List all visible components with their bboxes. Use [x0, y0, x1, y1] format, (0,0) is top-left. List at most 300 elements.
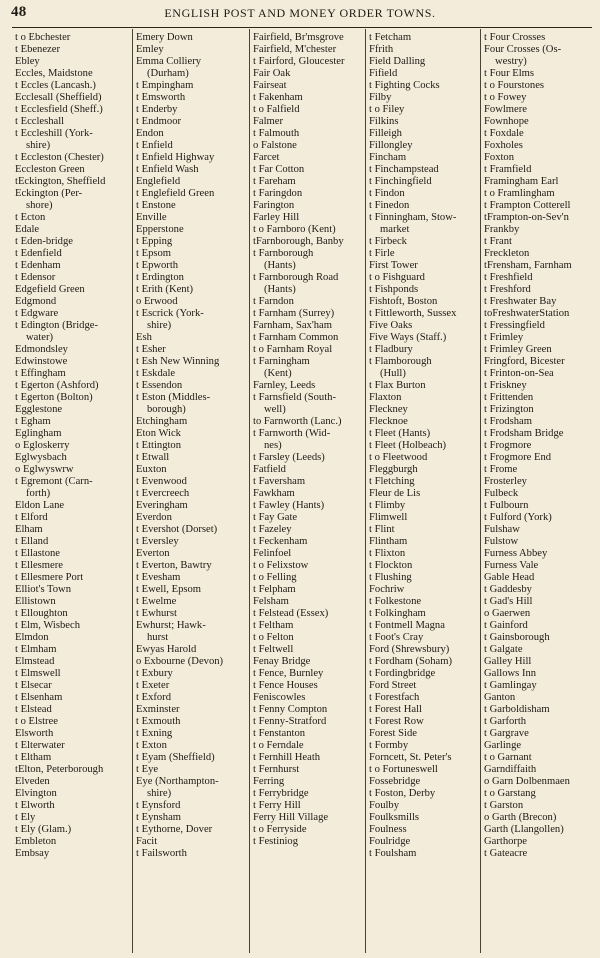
town-entry: t Enfield Highway — [136, 152, 215, 163]
town-entry: t Gaddesby — [484, 584, 532, 595]
town-entry: t Fenny-Stratford — [253, 716, 327, 727]
town-entry: Garthorpe — [484, 836, 527, 847]
town-entry: t Eynsham — [136, 812, 182, 823]
town-entry: Ecclesall (Sheffield) — [15, 92, 102, 103]
town-entry: t Empingham — [136, 80, 194, 91]
town-entry: t o Fleetwood — [369, 452, 428, 463]
town-entry: t Eccleshall — [15, 116, 65, 127]
town-entry: Framingham Earl — [484, 176, 559, 187]
town-entry: t Etwall — [136, 452, 170, 463]
town-entry: (Hants) — [264, 284, 296, 295]
town-entry: t Gad's Hill — [484, 596, 533, 607]
town-entry: Forncett, St. Peter's — [369, 752, 452, 763]
town-entry: t Fawley (Hants) — [253, 500, 325, 511]
town-entry: t Fladbury — [369, 344, 413, 355]
town-entry: Farnley, Leeds — [253, 380, 316, 391]
town-entry: Fulbeck — [484, 488, 519, 499]
town-entry: Farcet — [253, 152, 280, 163]
town-entry: t Ely — [15, 812, 36, 823]
town-entry: Fulstow — [484, 536, 519, 547]
town-entry: t Freshfield — [484, 272, 533, 283]
town-entry: water) — [26, 332, 54, 343]
town-entry: t Felstead (Essex) — [253, 608, 329, 619]
town-entry: Exminster — [136, 704, 180, 715]
town-entry: t Frome — [484, 464, 518, 475]
town-entry: Euxton — [136, 464, 167, 475]
town-entry: t Fence Houses — [253, 680, 318, 691]
town-entry: tElton, Peterborough — [15, 764, 104, 775]
town-entry: Furness Abbey — [484, 548, 548, 559]
town-entry: t Flax Burton — [369, 380, 426, 391]
town-entry: t o Fortuneswell — [369, 764, 438, 775]
town-entry: t Folkestone — [369, 596, 422, 607]
town-entry: t Ewell, Epsom — [136, 584, 202, 595]
town-entry: Ford Street — [369, 680, 417, 691]
town-entry: t Eversley — [136, 536, 179, 547]
town-entry: Edgmond — [15, 296, 57, 307]
town-entry: t Fulbourn — [484, 500, 529, 511]
town-entry: t Foot's Cray — [369, 632, 424, 643]
town-entry: Fawkham — [253, 488, 295, 499]
town-entry: t Faringdon — [253, 188, 303, 199]
town-entry: t Edgware — [15, 308, 59, 319]
town-entry: t o Ferryside — [253, 824, 307, 835]
town-entry: t Exford — [136, 692, 172, 703]
town-entry: Fenay Bridge — [253, 656, 311, 667]
town-entry: forth) — [26, 488, 51, 499]
town-entry: o Egloskerry — [15, 440, 70, 451]
town-entry: t Frizington — [484, 404, 534, 415]
town-entry: to Farnworth (Lanc.) — [253, 416, 342, 427]
town-entry: t Exton — [136, 740, 167, 751]
town-entry: t Everton, Bawtry — [136, 560, 212, 571]
town-entry: t Farnham (Surrey) — [253, 308, 335, 319]
town-entry: t Farndon — [253, 296, 294, 307]
town-entry: t Eskdale — [136, 368, 176, 379]
town-entry: Edgefield Green — [15, 284, 85, 295]
town-entry: t Enderby — [136, 104, 178, 115]
town-entry: (Hull) — [380, 368, 406, 379]
town-entry: t o Farnham Royal — [253, 344, 333, 355]
town-entry: t o Falfield — [253, 104, 300, 115]
town-entry: Flaxton — [369, 392, 402, 403]
town-entry: Furness Vale — [484, 560, 539, 571]
town-entry: Fossebridge — [369, 776, 421, 787]
town-entry: Fulshaw — [484, 524, 520, 535]
town-entry: Ferring — [253, 776, 285, 787]
column-1 — [12, 29, 132, 953]
town-entry: Gable Head — [484, 572, 535, 583]
town-entry: t Gamlingay — [484, 680, 537, 691]
town-entry: Elsworth — [15, 728, 54, 739]
town-entry: t Elmswell — [15, 668, 61, 679]
town-entry: o Exbourne (Devon) — [136, 656, 224, 667]
town-entry: Eton Wick — [136, 428, 181, 439]
town-entry: o Garn Dolbenmaen — [484, 776, 570, 787]
town-entry: Farnham, Sax'ham — [253, 320, 332, 331]
town-entry: t Fenstanton — [253, 728, 306, 739]
town-entry: t Elstead — [15, 704, 52, 715]
town-entry: t Erith (Kent) — [136, 284, 194, 295]
town-entry: t o Fowey — [484, 92, 527, 103]
town-entry: borough) — [147, 404, 186, 415]
town-entry: Fairfield, M'chester — [253, 44, 337, 55]
town-entry: tEckington, Sheffield — [15, 176, 106, 187]
town-entry: Garth (Llangollen) — [484, 824, 564, 835]
town-entry: t Ewelme — [136, 596, 177, 607]
town-entry: Elmstead — [15, 656, 55, 667]
town-entry: t Ellesmere — [15, 560, 63, 571]
town-entry: t Elsecar — [15, 680, 52, 691]
town-entry: t o Felton — [253, 632, 294, 643]
town-entry: t Feckenham — [253, 536, 308, 547]
town-entry: t Failsworth — [136, 848, 187, 859]
town-entry: Foxholes — [484, 140, 523, 151]
town-entry: Fleggburgh — [369, 464, 418, 475]
town-entry: t Farnham Common — [253, 332, 339, 343]
town-entry: t o Filey — [369, 104, 405, 115]
town-entry: Foulksmills — [369, 812, 420, 823]
page-header — [0, 0, 600, 24]
town-entry: t Forest Row — [369, 716, 424, 727]
town-entry: Falmer — [253, 116, 284, 127]
town-entry: t Evenwood — [136, 476, 187, 487]
town-entry: t Fittleworth, Sussex — [369, 308, 457, 319]
town-entry: t Elland — [15, 536, 49, 547]
town-entry: t Forest Hall — [369, 704, 422, 715]
town-entry: t Fordham (Soham) — [369, 656, 452, 667]
column-5 — [480, 29, 592, 953]
town-entry: t Fairford, Gloucester — [253, 56, 345, 67]
town-entry: Ellistown — [15, 596, 56, 607]
town-entry: t Finedon — [369, 200, 410, 211]
town-entry: t Frodsham Bridge — [484, 428, 564, 439]
town-entry: t Exeter — [136, 680, 170, 691]
town-entry: t Fulford (York) — [484, 512, 552, 523]
town-entry: Edale — [15, 224, 40, 235]
town-entry: t Fleet (Hants) — [369, 428, 431, 439]
page-number: 48 — [11, 4, 27, 20]
town-entry: Emley — [136, 44, 164, 55]
town-entry: t Frimley — [484, 332, 524, 343]
town-entry: t Farnsfield (South- — [253, 392, 336, 403]
town-entry: Edmondsley — [15, 344, 68, 355]
town-entry: Fleckney — [369, 404, 408, 415]
town-entry: t Farnborough Road — [253, 272, 339, 283]
town-entry: t Egham — [15, 416, 51, 427]
town-entry: t Folkingham — [369, 608, 426, 619]
town-entry: Galley Hill — [484, 656, 532, 667]
town-entry: Farley Hill — [253, 212, 300, 223]
town-entry: t Elm, Wisbech — [15, 620, 80, 631]
town-entry: t Englefield Green — [136, 188, 215, 199]
town-entry: o Garth (Brecon) — [484, 812, 557, 823]
town-entry: Felinfoel — [253, 548, 292, 559]
town-entry: Englefield — [136, 176, 181, 187]
town-entry: t Fernhurst — [253, 764, 300, 775]
town-entry: t Galgate — [484, 644, 523, 655]
town-entry: Freckleton — [484, 248, 530, 259]
town-entry: Elveden — [15, 776, 50, 787]
town-entry: t Felpham — [253, 584, 296, 595]
town-entry: o Eglwyswrw — [15, 464, 74, 475]
town-entry: Ferry Hill Village — [253, 812, 329, 823]
town-entry: Elmdon — [15, 632, 49, 643]
town-entry: Five Oaks — [369, 320, 413, 331]
town-entry: t Foston, Derby — [369, 788, 436, 799]
town-entry: t Finchingfield — [369, 176, 432, 187]
header-rule — [12, 27, 592, 28]
town-entry: Fillongley — [369, 140, 413, 151]
town-entry: t Ecclesfield (Sheff.) — [15, 104, 103, 115]
town-entry: t Findon — [369, 188, 405, 199]
town-entry: t Farnworth (Wid- — [253, 428, 331, 439]
town-entry: Everingham — [136, 500, 188, 511]
town-entry: Fairfield, Br'msgrove — [253, 32, 344, 43]
town-entry: t Formby — [369, 740, 409, 751]
town-entry: t Enstone — [136, 200, 176, 211]
town-entry: t Ferry Hill — [253, 800, 301, 811]
town-entry: Foulness — [369, 824, 407, 835]
town-entry: t Festiniog — [253, 836, 299, 847]
town-entry: t Frant — [484, 236, 512, 247]
town-entry: t Framfield — [484, 164, 532, 175]
town-entry: t Ewhurst — [136, 608, 177, 619]
town-entry: Ganton — [484, 692, 516, 703]
town-entry: Fincham — [369, 152, 407, 163]
town-entry: t Edington (Bridge- — [15, 320, 98, 331]
town-entry: Etchingham — [136, 416, 188, 427]
town-entry: Emma Colliery — [136, 56, 202, 67]
town-entry: t Frinton-on-Sea — [484, 368, 554, 379]
town-entry: t o Elstree — [15, 716, 58, 727]
town-entry: t Farningham — [253, 356, 310, 367]
town-entry: t Essendon — [136, 380, 183, 391]
town-entry: Fifield — [369, 68, 398, 79]
town-entry: shire) — [26, 140, 51, 151]
town-entry: t o Garnant — [484, 752, 532, 763]
town-entry: t Garston — [484, 800, 524, 811]
town-entry: t Eston (Middles- — [136, 392, 211, 403]
town-entry: t Ferrybridge — [253, 788, 309, 799]
town-entry: westry) — [495, 56, 527, 67]
town-entry: t Friskney — [484, 380, 527, 391]
town-entry: t Epping — [136, 236, 173, 247]
town-entry: Ewyas Harold — [136, 644, 197, 655]
town-entry: t Flimby — [369, 500, 406, 511]
column-4 — [365, 29, 480, 953]
town-entry: t Fay Gate — [253, 512, 298, 523]
town-entry: t Flixton — [369, 548, 406, 559]
town-entry: Embsay — [15, 848, 50, 859]
town-entry: o Erwood — [136, 296, 178, 307]
town-entry: Elliot's Town — [15, 584, 72, 595]
town-entry: t Evesham — [136, 572, 181, 583]
town-entry: t Freshwater Bay — [484, 296, 557, 307]
column-2 — [132, 29, 249, 953]
town-entry: t Eccleston (Chester) — [15, 152, 104, 163]
town-entry: tFarnborough, Banby — [253, 236, 344, 247]
town-entry: Foulby — [369, 800, 400, 811]
town-entry: t Eye — [136, 764, 159, 775]
town-entry: (Kent) — [264, 368, 292, 379]
town-entry: Edwinstowe — [15, 356, 68, 367]
town-entry: Eccles, Maidstone — [15, 68, 93, 79]
town-entry: Fringford, Bicester — [484, 356, 565, 367]
town-entry: t Feltwell — [253, 644, 294, 655]
town-entry: Eye (Northampton- — [136, 776, 219, 787]
town-entry: t Gainford — [484, 620, 528, 631]
town-entry: Everdon — [136, 512, 172, 523]
town-entry: Flintham — [369, 536, 408, 547]
town-entry: t Fenny Compton — [253, 704, 328, 715]
town-entry: t Egerton (Bolton) — [15, 392, 93, 403]
town-entry: Forest Side — [369, 728, 417, 739]
town-entry: t Finningham, Stow- — [369, 212, 457, 223]
town-index-columns — [12, 29, 592, 953]
town-entry: t Farnborough — [253, 248, 314, 259]
town-entry: Farington — [253, 200, 295, 211]
running-title: ENGLISH POST AND MONEY ORDER TOWNS. — [164, 6, 436, 20]
town-entry: t Fordingbridge — [369, 668, 436, 679]
town-entry: Field Dalling — [369, 56, 426, 67]
town-entry: t Faversham — [253, 476, 306, 487]
town-entry: t Fighting Cocks — [369, 80, 440, 91]
town-entry: well) — [264, 404, 286, 415]
town-entry: t Elsenham — [15, 692, 63, 703]
town-entry: Foulridge — [369, 836, 411, 847]
town-entry: t o Ferndale — [253, 740, 304, 751]
town-entry: tFrampton-on-Sev'n — [484, 212, 569, 223]
town-entry: o Gaerwen — [484, 608, 531, 619]
town-entry: t Elterwater — [15, 740, 65, 751]
town-entry: (Durham) — [147, 68, 189, 79]
town-entry: t Frogmore — [484, 440, 532, 451]
town-entry: Fatfield — [253, 464, 286, 475]
town-entry: t Epworth — [136, 260, 179, 271]
town-entry: Embleton — [15, 836, 57, 847]
town-entry: Fairseat — [253, 80, 287, 91]
town-entry: t Epsom — [136, 248, 172, 259]
town-entry: t Erdington — [136, 272, 184, 283]
town-entry: t Evershot (Dorset) — [136, 524, 218, 535]
town-entry: t Fleet (Holbeach) — [369, 440, 447, 451]
town-entry: t Edensor — [15, 272, 56, 283]
town-entry: t Elford — [15, 512, 48, 523]
town-entry: t Egremont (Carn- — [15, 476, 93, 487]
town-entry: t Far Cotton — [253, 164, 305, 175]
town-entry: Everton — [136, 548, 170, 559]
town-entry: t o Farnboro (Kent) — [253, 224, 336, 235]
town-entry: o Falstone — [253, 140, 297, 151]
town-entry: t o Garstang — [484, 788, 536, 799]
town-entry: t Garforth — [484, 716, 527, 727]
town-entry: Filkins — [369, 116, 399, 127]
town-entry: t Freshford — [484, 284, 531, 295]
town-entry: Frosterley — [484, 476, 527, 487]
town-entry: t Falmouth — [253, 128, 300, 139]
town-entry: Filby — [369, 92, 392, 103]
town-entry: Eckington (Per- — [15, 188, 83, 199]
town-entry: t Fence, Burnley — [253, 668, 324, 679]
town-entry: t Feltham — [253, 620, 294, 631]
town-entry: t Evercreech — [136, 488, 190, 499]
town-entry: Felsham — [253, 596, 289, 607]
town-entry: tFrensham, Farnham — [484, 260, 572, 271]
town-entry: t Emsworth — [136, 92, 186, 103]
town-entry: Garndiffaith — [484, 764, 537, 775]
town-entry: t Garboldisham — [484, 704, 550, 715]
town-entry: Ffrith — [369, 44, 394, 55]
town-entry: t o Framlingham — [484, 188, 555, 199]
town-entry: t Eyam (Sheffield) — [136, 752, 215, 763]
town-entry: t Eythorne, Dover — [136, 824, 213, 835]
town-entry: t Firle — [369, 248, 395, 259]
town-entry: Fowlmere — [484, 104, 527, 115]
town-entry: t Foulsham — [369, 848, 417, 859]
town-entry: Facit — [136, 836, 158, 847]
town-entry: t Flint — [369, 524, 395, 535]
town-entry: Foxton — [484, 152, 515, 163]
town-entry: t Fakenham — [253, 92, 303, 103]
town-entry: t Escrick (York- — [136, 308, 204, 319]
town-entry: t Eden-bridge — [15, 236, 73, 247]
town-entry: Epperstone — [136, 224, 184, 235]
town-entry: t Forestfach — [369, 692, 420, 703]
town-entry: t Egerton (Ashford) — [15, 380, 99, 391]
town-entry: t o Felixstow — [253, 560, 309, 571]
town-entry: Eglingham — [15, 428, 62, 439]
town-entry: t Four Elms — [484, 68, 535, 79]
town-entry: shire) — [147, 788, 172, 799]
town-entry: t Esh New Winning — [136, 356, 220, 367]
town-entry: Ebley — [15, 56, 40, 67]
town-entry: market — [380, 224, 410, 235]
town-entry: t Fareham — [253, 176, 296, 187]
town-entry: t Ettington — [136, 440, 182, 451]
town-entry: t Endmoor — [136, 116, 182, 127]
town-entry: t Eynsford — [136, 800, 181, 811]
town-entry: t Frittenden — [484, 392, 534, 403]
town-entry: Esh — [136, 332, 152, 343]
town-entry: t Fazeley — [253, 524, 292, 535]
town-entry: t Flockton — [369, 560, 413, 571]
town-entry: (Hants) — [264, 260, 296, 271]
town-entry: t Firbeck — [369, 236, 407, 247]
town-entry: t Ellastone — [15, 548, 61, 559]
town-entry: t Ellesmere Port — [15, 572, 84, 583]
town-entry: toFreshwaterStation — [484, 308, 570, 319]
town-entry: Elvington — [15, 788, 57, 799]
town-entry: t Frimley Green — [484, 344, 552, 355]
town-entry: Enville — [136, 212, 167, 223]
town-entry: nes) — [264, 440, 282, 451]
town-entry: Flimwell — [369, 512, 408, 523]
town-entry: t Enfield — [136, 140, 173, 151]
town-entry: t Eltham — [15, 752, 52, 763]
town-entry: shore) — [26, 200, 53, 211]
town-entry: t Foxdale — [484, 128, 524, 139]
town-entry: t Ely (Glam.) — [15, 824, 72, 835]
town-entry: t Gargrave — [484, 728, 529, 739]
town-entry: t Fontmell Magna — [369, 620, 445, 631]
town-entry: Feniscowles — [253, 692, 306, 703]
town-entry: t o Fourstones — [484, 80, 545, 91]
town-entry: t Flamborough — [369, 356, 432, 367]
town-entry: Endon — [136, 128, 164, 139]
town-entry: t Exning — [136, 728, 173, 739]
town-entry: t Frampton Cotterell — [484, 200, 571, 211]
